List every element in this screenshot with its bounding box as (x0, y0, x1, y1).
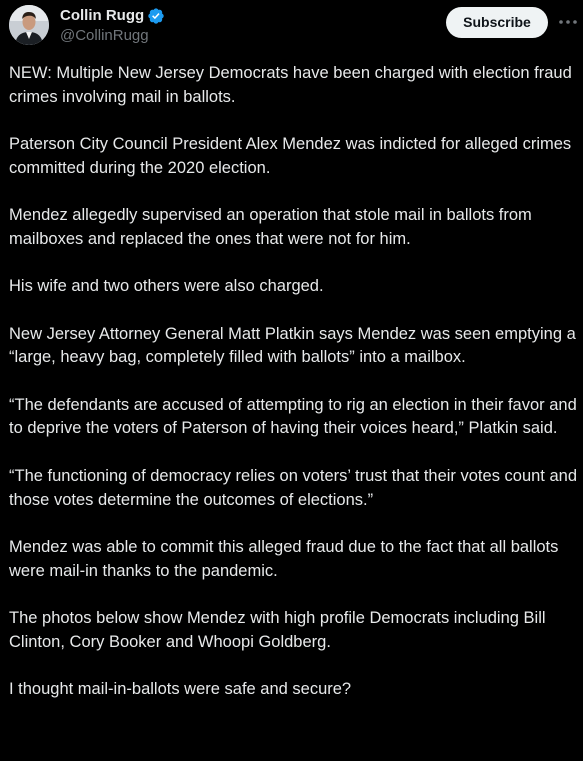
author-block (60, 6, 165, 46)
handle[interactable]: @CollinRugg (60, 27, 149, 44)
name-row (60, 6, 165, 26)
tweet-header (0, 0, 583, 58)
avatar[interactable] (9, 5, 49, 45)
more-options-icon[interactable] (556, 10, 580, 34)
tweet-paragraph: NEW: Multiple New Jersey Democrats have been charged with election fraud crimes involving mail in ballots. (9, 64, 572, 106)
verified-badge-icon (147, 7, 165, 25)
tweet-paragraph: “The defendants are accused of attempting to rig an election in their favor and to deprive the voters of Paterson of having their voices heard,” Platkin said. (9, 395, 577, 438)
display-name[interactable]: Collin Rugg (60, 7, 145, 24)
subscribe-button[interactable]: Subscribe (446, 7, 548, 38)
tweet-paragraph: Paterson City Council President Alex Mendez was indicted for alleged crimes committed during the 2020 election. (9, 135, 572, 177)
tweet-paragraph: The photos below show Mendez with high profile Democrats including Bill Clinton, Cory Booker and Whoopi Goldberg. (9, 609, 546, 651)
tweet-paragraph: “The functioning of democracy relies on voters’ trust that their votes count and those votes determine the outcomes of elections.” (9, 466, 578, 509)
tweet-text (9, 62, 577, 702)
tweet-paragraph: His wife and two others were also charged. (9, 277, 324, 296)
avatar-photo-icon (9, 5, 49, 45)
tweet-paragraph: New Jersey Attorney General Matt Platkin says Mendez was seen emptying a “large, heavy bag, completely filled with ballots” into a mailbox. (9, 324, 576, 367)
tweet-paragraph: I thought mail-in-ballots were safe and secure? (9, 680, 352, 699)
tweet-paragraph: Mendez allegedly supervised an operation that stole mail in ballots from mailboxes and replaced the ones that were not for him. (9, 206, 532, 248)
tweet-paragraph: Mendez was able to commit this alleged fraud due to the fact that all ballots were mail-in thanks to the pandemic. (9, 537, 559, 580)
